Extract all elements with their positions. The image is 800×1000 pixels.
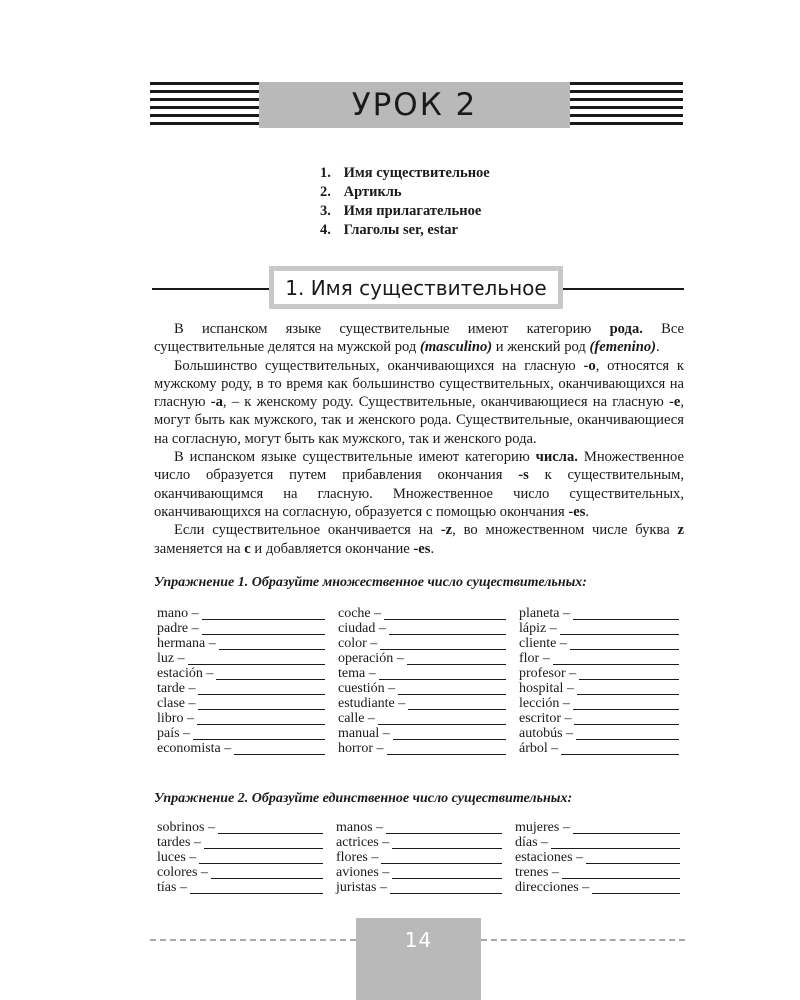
exercise-item [157,681,325,696]
exercise-item [157,850,323,865]
exercise-word: luz – [157,651,185,666]
exercise-item [338,606,506,621]
exercise-1-grid [157,606,689,756]
section-heading-frame [269,266,563,309]
exercise-item [519,726,679,741]
exercise-word: economista – [157,741,232,756]
exercise-word: escritor – [519,711,572,726]
exercise-item [157,726,325,741]
exercise-word: manos – [336,820,384,835]
exercise-word: estaciones – [515,850,584,865]
exercise-item [338,666,506,681]
answer-blank[interactable] [190,881,323,894]
answer-blank[interactable] [586,851,680,864]
exercise-item [338,726,506,741]
exercise-word: mano – [157,606,199,621]
answer-blank[interactable] [379,667,506,680]
exercise-row [157,621,689,636]
exercise-row [157,681,689,696]
exercise-word: flores – [336,850,379,865]
exercise-word: cuestión – [338,681,396,696]
exercise-word: estación – [157,666,214,681]
answer-blank[interactable] [216,667,325,680]
exercise-item [157,666,325,681]
exercise-word: sobrinos – [157,820,215,835]
exercise-row [157,726,689,741]
exercise-word: padre – [157,621,199,636]
exercise-word: estudiante – [338,696,406,711]
exercise-word: hermana – [157,636,216,651]
answer-blank[interactable] [592,881,680,894]
answer-blank[interactable] [219,637,325,650]
exercise-row [157,880,689,895]
exercise-item [336,865,502,880]
exercise-row [157,850,689,865]
exercise-item [157,621,325,636]
paragraph: Большинство существительных, оканчивающихся на гласную -о, относятся к мужскому роду, в то время как большинство существительных, оканчивающихся на гласную -а, – к женскому роду. Существительные, оканчивающиеся на гласную -е, могут быть как мужского, так и женского рода. Существительные, оканчивающиеся на согласную, могут быть как мужского, так и женского рода. [154,357,685,447]
exercise-word: manual – [338,726,390,741]
exercise-item [157,865,323,880]
exercise-item [336,820,502,835]
answer-blank[interactable] [198,682,325,695]
exercise-word: clase – [157,696,196,711]
page-number: 14 [356,918,481,1000]
toc-item: 1. Имя существительное [320,165,490,181]
answer-blank[interactable] [392,836,502,849]
exercise-item [515,820,680,835]
answer-blank[interactable] [570,637,679,650]
exercise-word: actrices – [336,835,390,850]
exercise-2-grid [157,820,689,895]
exercise-word: flor – [519,651,550,666]
exercise-item [519,696,679,711]
exercise-word: libro – [157,711,194,726]
exercise-word: árbol – [519,741,559,756]
exercise-item [519,636,679,651]
exercise-word: tema – [338,666,376,681]
answer-blank[interactable] [574,712,679,725]
exercise-word: operación – [338,651,404,666]
answer-blank[interactable] [384,607,506,620]
exercise-2-title: Упражнение 2. Образуйте единственное число существительных: [154,791,573,806]
exercise-word: tardes – [157,835,201,850]
exercise-item [519,741,679,756]
exercise-item [336,835,502,850]
answer-blank[interactable] [393,727,506,740]
exercise-row [157,666,689,681]
exercise-row [157,835,689,850]
answer-blank[interactable] [398,682,506,695]
answer-blank[interactable] [573,821,680,834]
exercise-word: tarde – [157,681,196,696]
answer-blank[interactable] [551,836,680,849]
exercise-word: tías – [157,880,187,895]
answer-blank[interactable] [392,866,502,879]
toc-item: 3. Имя прилагательное [320,203,482,219]
answer-blank[interactable] [408,697,506,710]
answer-blank[interactable] [218,821,323,834]
exercise-item [338,711,506,726]
exercise-word: direcciones – [515,880,590,895]
exercise-item [338,621,506,636]
exercise-word: aviones – [336,865,390,880]
exercise-word: país – [157,726,191,741]
exercise-item [515,835,680,850]
exercise-item [157,696,325,711]
exercise-word: mujeres – [515,820,570,835]
answer-blank[interactable] [199,851,323,864]
decorative-lines-left [150,82,260,127]
exercise-item [336,850,502,865]
toc-item: 4. Глаголы ser, estar [320,222,458,238]
answer-blank[interactable] [193,727,325,740]
exercise-item [157,711,325,726]
exercise-item [519,621,679,636]
answer-blank[interactable] [202,622,325,635]
exercise-item [338,696,506,711]
exercise-item [157,820,323,835]
exercise-word: coche – [338,606,382,621]
exercise-row [157,741,689,756]
exercise-item [157,651,325,666]
exercise-word: planeta – [519,606,570,621]
answer-blank[interactable] [197,712,325,725]
exercise-word: color – [338,636,378,651]
answer-blank[interactable] [576,727,679,740]
exercise-item [157,880,323,895]
exercise-1-title: Упражнение 1. Образуйте множественное число существительных: [154,575,587,590]
exercise-word: días – [515,835,549,850]
answer-blank[interactable] [389,622,506,635]
exercise-item [519,666,679,681]
answer-blank[interactable] [234,742,325,755]
exercise-word: profesor – [519,666,577,681]
exercise-item [338,636,506,651]
exercise-item [157,636,325,651]
paragraph: В испанском языке существительные имеют категорию рода. Все существительные делятся на мужской род (masculino) и женский род (femenino). [154,321,684,356]
exercise-item [515,865,680,880]
answer-blank[interactable] [577,682,679,695]
exercise-word: ciudad – [338,621,386,636]
lesson-title: УРОК 2 [259,82,570,128]
exercise-word: cliente – [519,636,567,651]
exercise-item [157,835,323,850]
exercise-word: lápiz – [519,621,557,636]
exercise-word: calle – [338,711,375,726]
exercise-row [157,711,689,726]
exercise-row [157,651,689,666]
answer-blank[interactable] [407,652,506,665]
answer-blank[interactable] [579,667,679,680]
exercise-item [519,651,679,666]
answer-blank[interactable] [381,851,502,864]
paragraph: В испанском языке существительные имеют категорию числа. Множественное число образуется путем прибавления окончания -s к существительным, оканчивающимся на гласную. Множественное число существительных, оканчивающихся на согласную, образуется с помощью окончания -es. [154,449,685,520]
exercise-word: luces – [157,850,197,865]
answer-blank[interactable] [561,742,679,755]
body-text [154,320,684,558]
exercise-item [336,880,502,895]
toc-item: 2. Артикль [320,184,402,200]
answer-blank[interactable] [560,622,679,635]
answer-blank[interactable] [387,742,507,755]
exercise-row [157,865,689,880]
exercise-word: autobús – [519,726,574,741]
answer-blank[interactable] [188,652,325,665]
exercise-word: colores – [157,865,208,880]
exercise-item [515,880,680,895]
exercise-item [519,711,679,726]
answer-blank[interactable] [390,881,502,894]
section-title: 1. Имя существительное [274,271,558,304]
answer-blank[interactable] [553,652,679,665]
answer-blank[interactable] [573,607,679,620]
table-of-contents [320,164,490,240]
answer-blank[interactable] [386,821,502,834]
exercise-item [519,606,679,621]
answer-blank[interactable] [211,866,323,879]
exercise-item [157,741,325,756]
exercise-row [157,636,689,651]
exercise-item [515,850,680,865]
exercise-item [519,681,679,696]
exercise-item [338,741,506,756]
exercise-row [157,696,689,711]
answer-blank[interactable] [562,866,680,879]
exercise-word: horror – [338,741,384,756]
exercise-word: juristas – [336,880,387,895]
exercise-word: trenes – [515,865,559,880]
answer-blank[interactable] [378,712,506,725]
paragraph: Если существительное оканчивается на -z, во множественном числе буква z заменяется на c и добавляется окончание -es. [154,522,684,557]
answer-blank[interactable] [380,637,506,650]
answer-blank[interactable] [573,697,679,710]
exercise-row [157,820,689,835]
exercise-item [157,606,325,621]
footer-dashed-rule-right [481,939,685,941]
answer-blank[interactable] [204,836,323,849]
exercise-item [338,681,506,696]
footer-dashed-rule-left [150,939,356,941]
exercise-word: lección – [519,696,570,711]
answer-blank[interactable] [202,607,325,620]
exercise-item [338,651,506,666]
exercise-word: hospital – [519,681,574,696]
lesson-header [150,82,683,127]
answer-blank[interactable] [198,697,325,710]
decorative-lines-right [570,82,683,127]
exercise-row [157,606,689,621]
